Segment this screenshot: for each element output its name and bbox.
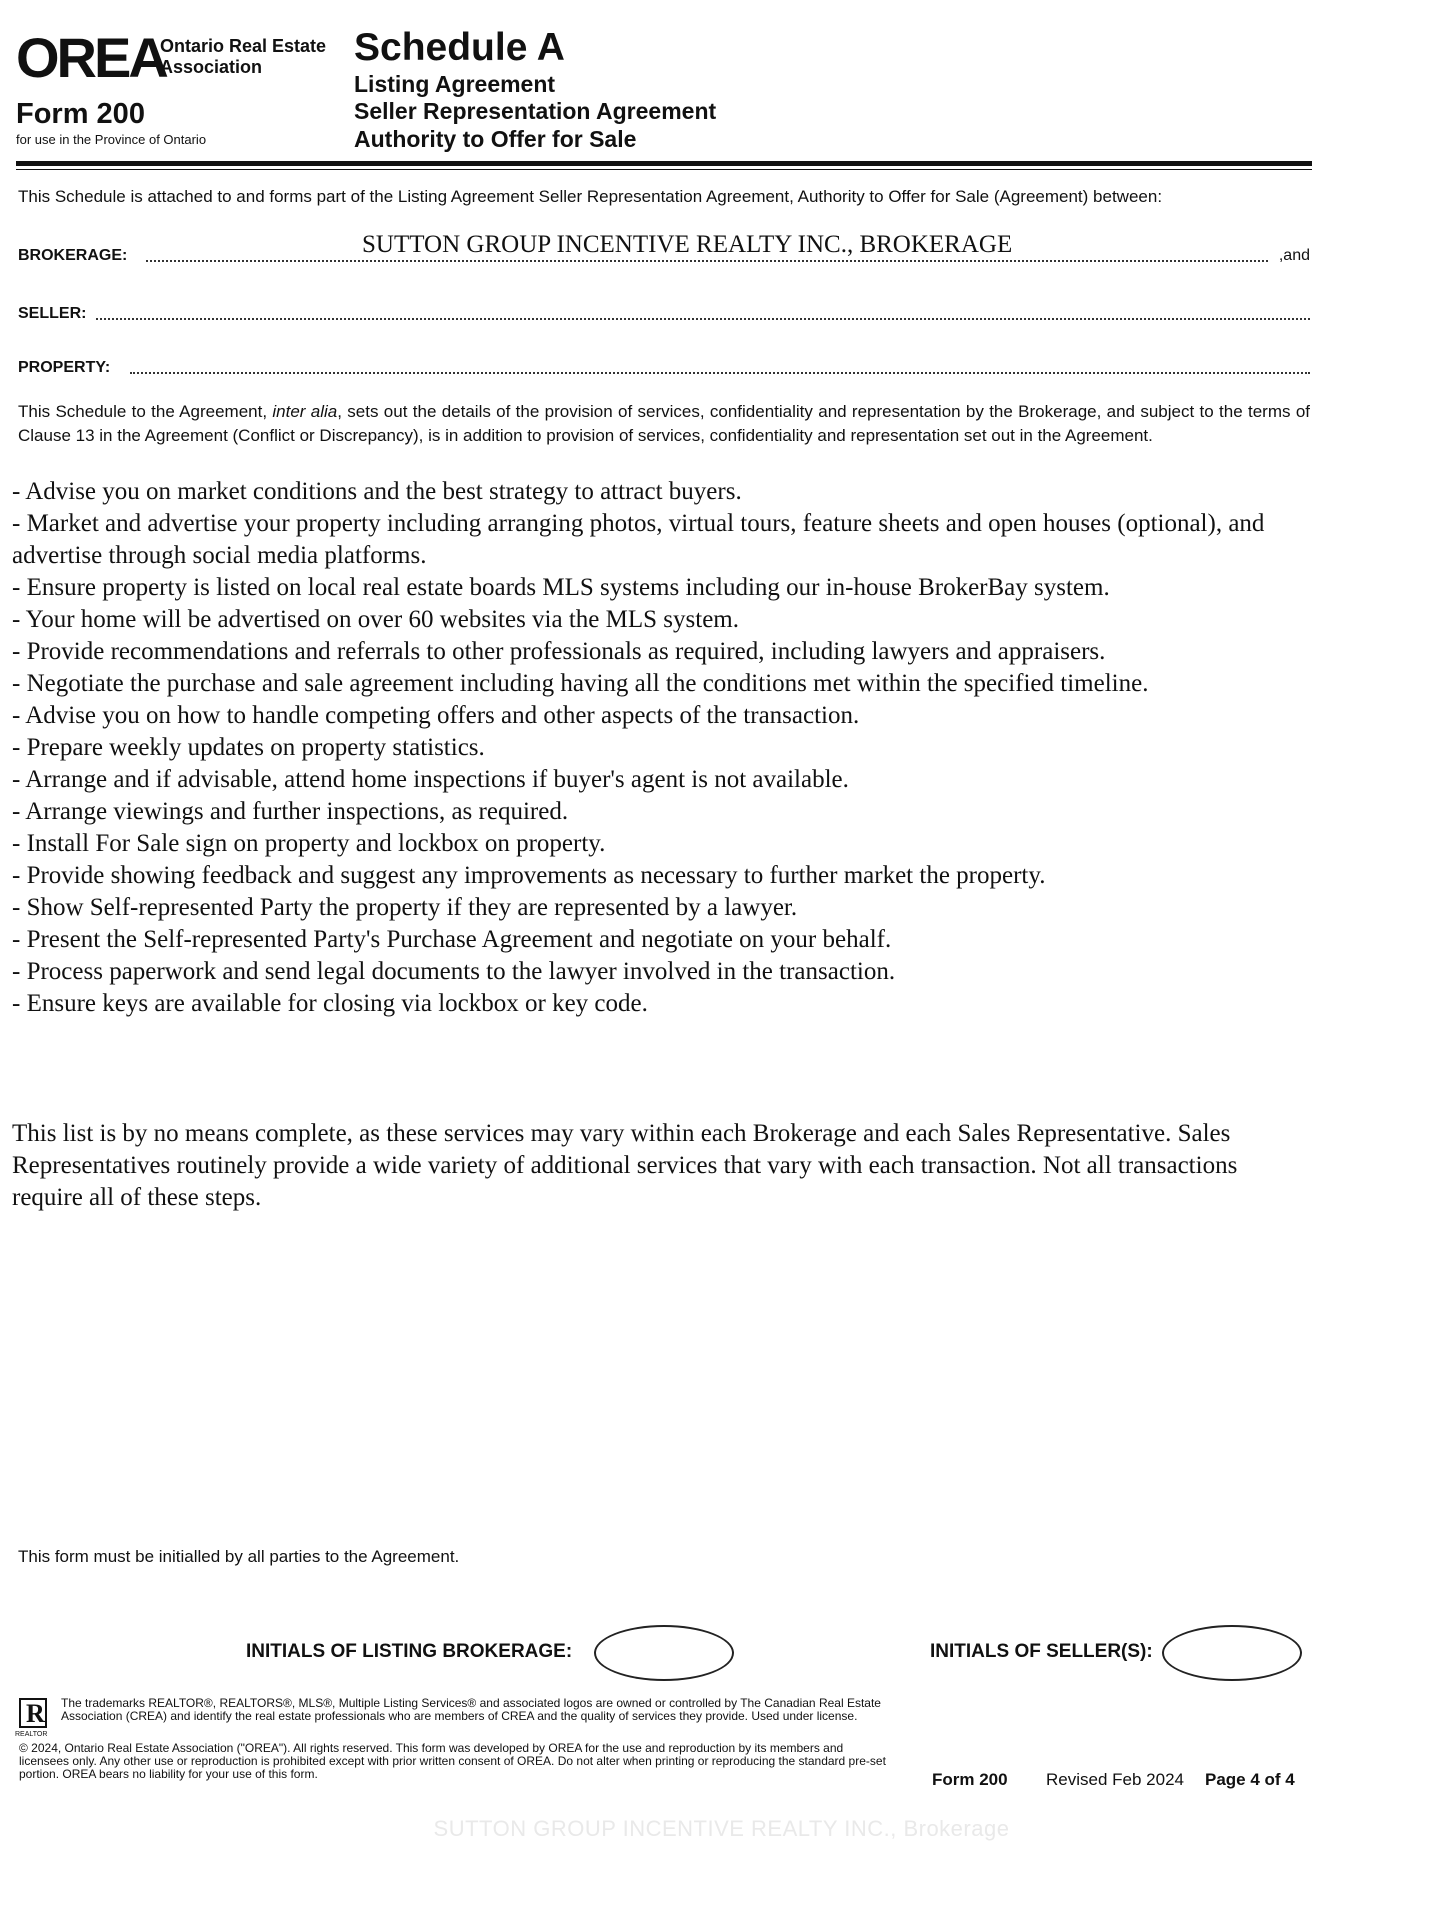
service-item: - Your home will be advertised on over 60 websites via the MLS system. [12, 606, 739, 633]
service-item: - Arrange viewings and further inspections, as required. [12, 798, 569, 825]
service-item: - Prepare weekly updates on property statistics. [12, 734, 485, 761]
property-row [18, 348, 1310, 378]
initials-seller-oval[interactable] [1162, 1625, 1302, 1681]
org-name: Ontario Real Estate Association [160, 36, 327, 77]
service-item: - Market and advertise your property including arranging photos, virtual tours, feature sheets and open houses (optional), and advertise through social media platforms. [12, 510, 1265, 569]
footer-revised-date: Revised Feb 2024 [1046, 1770, 1184, 1789]
seller-row [18, 294, 1310, 324]
seller-label: SELLER: [18, 305, 87, 322]
seller-dotted-line [96, 318, 1310, 320]
schedule-paragraph-end: , sets out the details of the provision of services, confidentiality and representation by the Brokerage, and subject to the terms of Clause 13 in the Agreement (Conflict or Discrepancy), is in addition to provision of services, confidentiality and representation set out in the Agreement. [18, 402, 1310, 445]
trademark-notice: The trademarks REALTOR®, REALTORS®, MLS®, Multiple Listing Services® and associated logos are owned or controlled by The Canadian Real Estate Association (CREA) and identify the real estate professionals who are members of CREA and the quality of services they provide. Used under license. [61, 1696, 881, 1723]
brokerage-label: BROKERAGE: [18, 247, 128, 264]
service-item: - Show Self-represented Party the property if they are represented by a lawyer. [12, 894, 798, 921]
service-item: - Negotiate the purchase and sale agreement including having all the conditions met within the specified timeline. [12, 670, 1149, 697]
initials-seller-label: INITIALS OF SELLER(S): [930, 1641, 1153, 1662]
form-number: Form 200 [16, 98, 145, 130]
copyright-notice: © 2024, Ontario Real Estate Association ("OREA"). All rights reserved. This form was developed by OREA for the use and reproduction by its members and licensees only. Any other use or reproduction is prohibited except with prior written consent of OREA. Do not alter when printing or reproducing the standard pre-set portion. OREA bears no liability for your use of this form. [19, 1741, 886, 1781]
schedule-title: Schedule A [354, 26, 565, 69]
service-item: - Advise you on how to handle competing offers and other aspects of the transaction. [12, 702, 860, 729]
initials-brokerage-label: INITIALS OF LISTING BROKERAGE: [246, 1641, 573, 1662]
header-divider-thin [16, 169, 1312, 170]
property-dotted-line [130, 372, 1310, 374]
service-item: - Present the Self-represented Party's Purchase Agreement and negotiate on your behalf. [12, 926, 892, 953]
service-item: - Advise you on market conditions and the best strategy to attract buyers. [12, 478, 742, 505]
form-subtitle: for use in the Province of Ontario [16, 132, 207, 147]
subtitle-listing-agreement: Listing Agreement [354, 71, 556, 97]
service-item: - Ensure keys are available for closing via lockbox or key code. [12, 990, 648, 1017]
service-item: - Provide recommendations and referrals to other professionals as required, including lawyers and appraisers. [12, 638, 1106, 665]
service-item: - Provide showing feedback and suggest any improvements as necessary to further market the property. [12, 862, 1046, 889]
services-list [12, 476, 1312, 1020]
brokerage-field[interactable]: SUTTON GROUP INCENTIVE REALTY INC., BROKERAGE [362, 231, 1013, 258]
schedule-paragraph-start: This Schedule to the Agreement, [18, 402, 273, 421]
orea-logo-mark: OREA [16, 26, 166, 89]
property-label: PROPERTY: [18, 359, 111, 376]
orea-logo [16, 26, 327, 90]
brokerage-watermark: SUTTON GROUP INCENTIVE REALTY INC., Brokerage [433, 1816, 1010, 1841]
schedule-paragraph-italic: inter alia [272, 402, 338, 421]
initial-note: This form must be initialled by all parties to the Agreement. [18, 1547, 460, 1566]
header-divider [16, 161, 1312, 166]
brokerage-dotted-line [146, 260, 1268, 262]
subtitle-seller-representation: Seller Representation Agreement [354, 98, 717, 124]
and-text: ,and [1278, 247, 1310, 264]
intro-text: This Schedule is attached to and forms part of the Listing Agreement Seller Representation Agreement, Authority to Offer for Sale (Agreement) between: [18, 187, 1163, 206]
subtitle-authority-to-offer: Authority to Offer for Sale [354, 126, 637, 152]
service-item: - Install For Sale sign on property and lockbox on property. [12, 830, 606, 857]
service-item: - Process paperwork and send legal documents to the lawyer involved in the transaction. [12, 958, 896, 985]
initials-brokerage-oval[interactable] [594, 1625, 734, 1681]
schedule-paragraph [18, 400, 1310, 448]
footer-page-number: Page 4 of 4 [1205, 1770, 1295, 1789]
service-item: - Ensure property is listed on local real estate boards MLS systems including our in-house BrokerBay system. [12, 574, 1110, 601]
realtor-logo-icon [19, 1698, 47, 1728]
service-item: - Arrange and if advisable, attend home inspections if buyer's agent is not available. [12, 766, 849, 793]
closing-paragraph: This list is by no means complete, as these services may vary within each Brokerage and each Sales Representative. Sales Representatives routinely provide a wide variety of additional services that vary with each transaction. Not all transactions require all of these steps. [12, 1120, 1238, 1211]
realtor-logo-caption: REALTOR [15, 1731, 48, 1738]
realtor-logo-mark: R [26, 1699, 45, 1728]
footer-form-number: Form 200 [932, 1770, 1008, 1789]
